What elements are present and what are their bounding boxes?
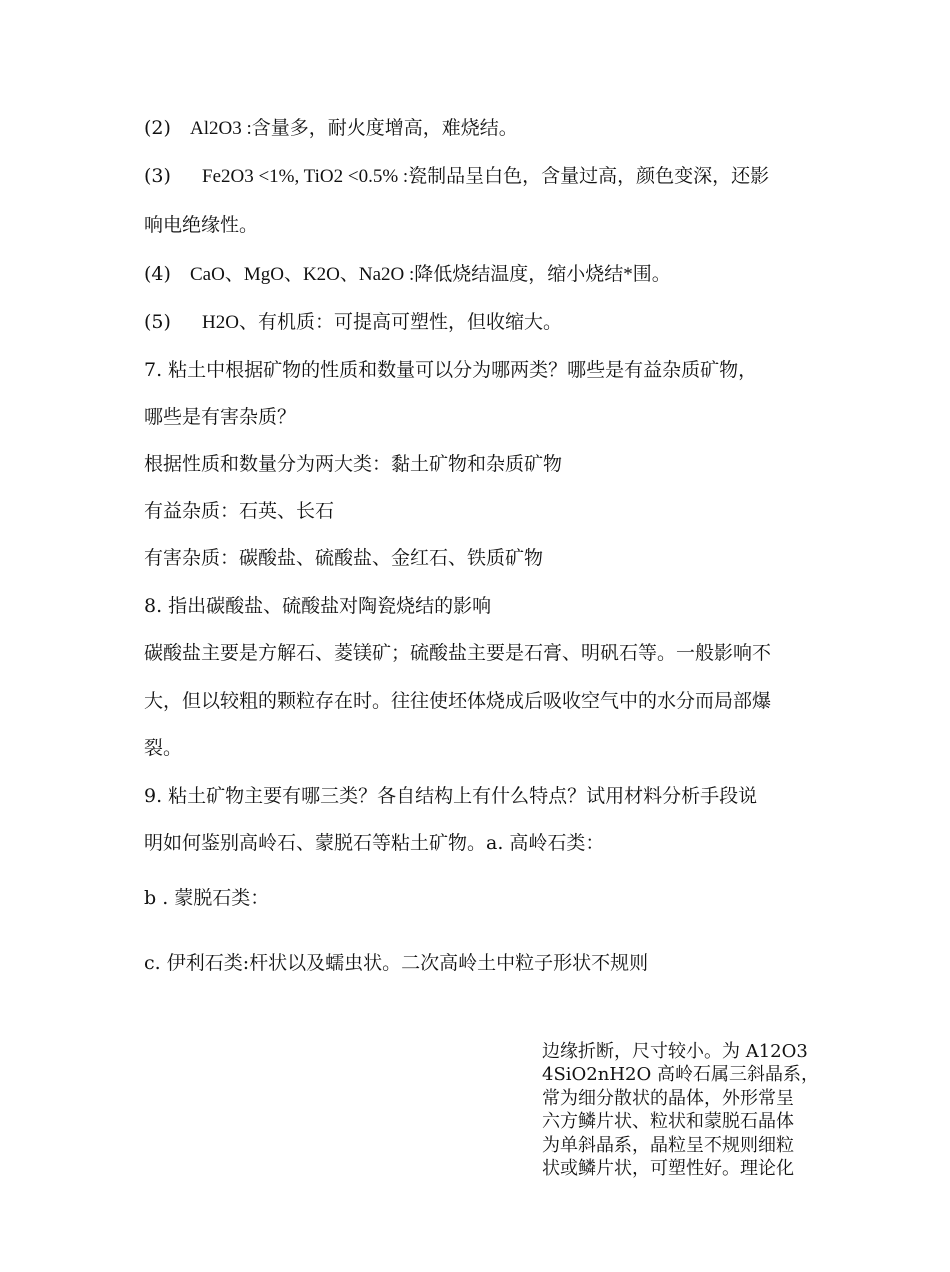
side-text-line-5: 为单斜晶系，晶粒呈不规则细粒: [542, 1134, 794, 1156]
item-3-text: Fe2O3 <1%, TiO2 <0.5% :瓷制品呈白色，含量过高，颜色变深，还影: [202, 166, 770, 187]
question-9-line-2: 明如何鉴别高岭石、蒙脱石等粘土矿物。a. 高岭石类：: [144, 832, 605, 854]
item-5-text: H2O、有机质：可提高可塑性，但收缩大。: [202, 312, 562, 333]
question-7-line-2: 哪些是有害杂质？: [144, 406, 297, 428]
item-3-number: (3): [144, 165, 171, 187]
item-4-number: (4): [144, 263, 171, 285]
side-text-line-2: 4SiO2nH2O 高岭石属三斜晶系，: [542, 1064, 819, 1086]
side-text-line-1: 边缘折断，尺寸较小。为 A12O3: [542, 1041, 808, 1062]
question-9-item-c: c. 伊利石类:杆状以及蠕虫状。二次高岭土中粒子形状不规则: [144, 952, 649, 974]
question-8-line-1: 8. 指出碳酸盐、硫酸盐对陶瓷烧结的影响: [144, 595, 492, 617]
question-7-answer-2: 有益杂质：石英、长石: [144, 500, 335, 522]
question-8-answer-3: 裂。: [144, 737, 183, 759]
item-5-number: (5): [144, 311, 171, 333]
item-3: [144, 164, 769, 189]
item-3-continuation: 响电绝缘性。: [144, 214, 259, 236]
item-2: [144, 116, 518, 141]
question-9-item-b: b . 蒙脱石类：: [144, 887, 270, 909]
item-2-number: (2): [144, 117, 171, 139]
question-8-answer-2: 大，但以较粗的颗粒存在时。往往使坯体烧成后吸收空气中的水分而局部爆: [144, 690, 772, 712]
side-text-line-3: 常为细分散状的晶体，外形常呈: [542, 1087, 794, 1109]
side-text-line-4: 六方鳞片状、粒状和蒙脱石晶体: [542, 1111, 794, 1133]
side-text-block: [542, 1040, 842, 1180]
item-2-text: Al2O3 :含量多，耐火度增高，难烧结。: [190, 118, 518, 139]
item-4: [144, 262, 671, 287]
side-text-line-6: 状或鳞片状，可塑性好。理论化: [542, 1158, 794, 1180]
question-7-answer-1: 根据性质和数量分为两大类：黏土矿物和杂质矿物: [144, 453, 563, 475]
question-9-line-1: 9. 粘土矿物主要有哪三类？各自结构上有什么特点？试用材料分析手段说: [144, 785, 758, 807]
question-8-answer-1: 碳酸盐主要是方解石、菱镁矿；硫酸盐主要是石膏、明矾石等。一般影响不: [144, 642, 772, 664]
question-7-line-1: 7. 粘土中根据矿物的性质和数量可以分为哪两类？哪些是有益杂质矿物，: [144, 359, 758, 381]
item-5: [144, 310, 562, 335]
question-7-answer-3: 有害杂质：碳酸盐、硫酸盐、金红石、铁质矿物: [144, 547, 544, 569]
item-4-text: CaO、MgO、K2O、Na2O :降低烧结温度，缩小烧结*围。: [190, 264, 671, 285]
